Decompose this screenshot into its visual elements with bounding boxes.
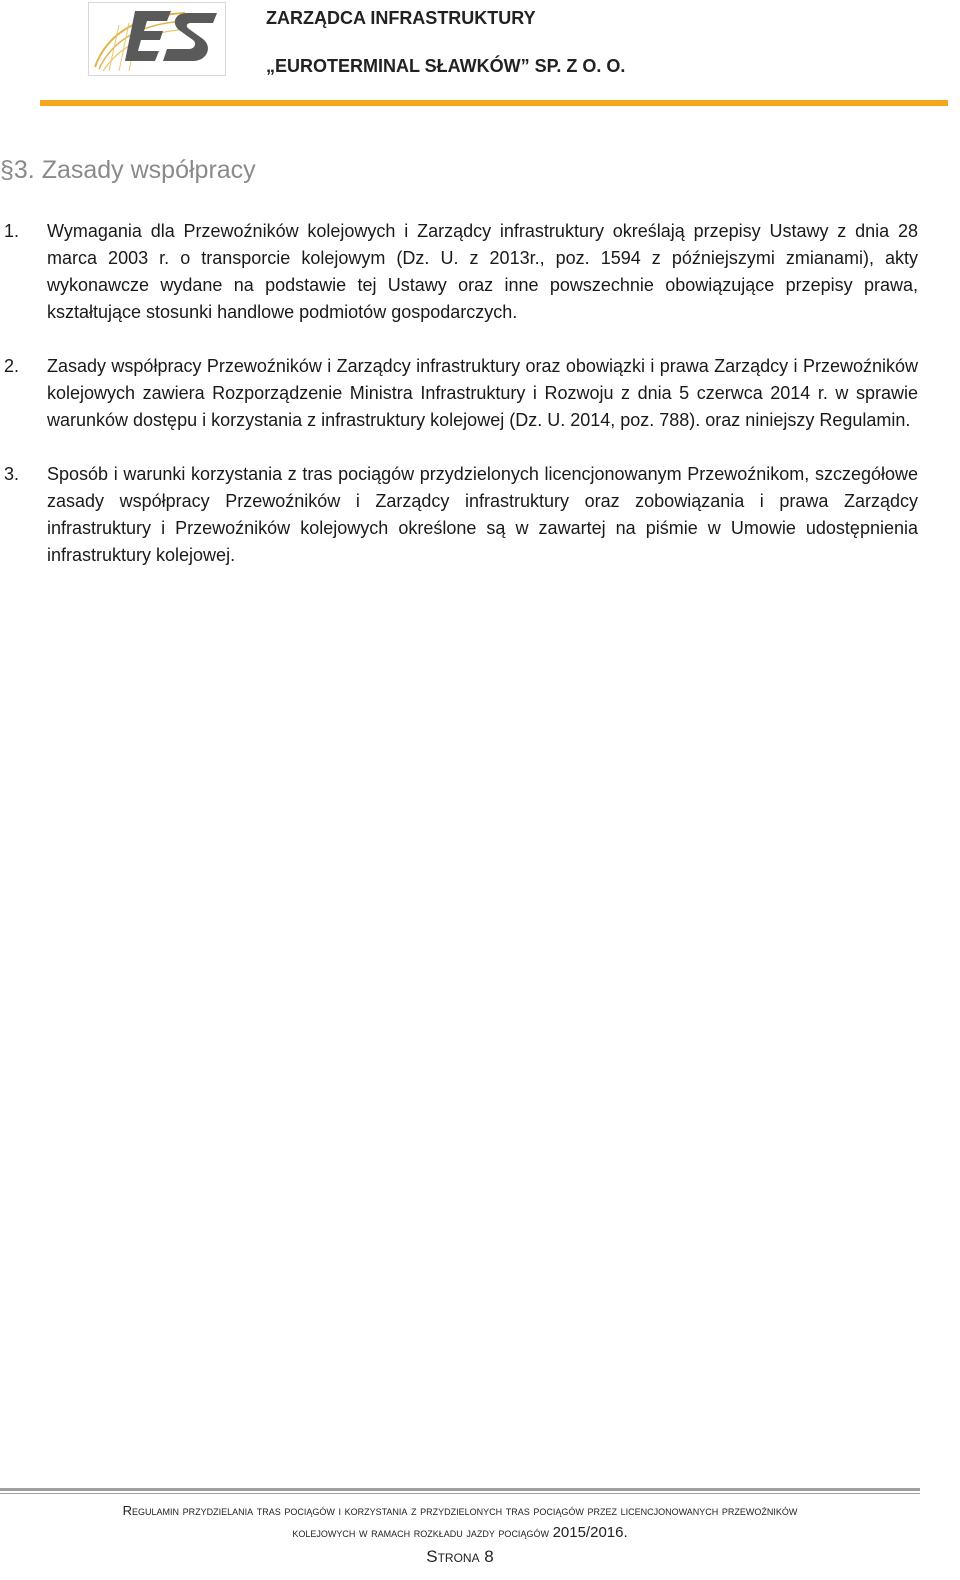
company-name-line1: ZARZĄDCA INFRASTRUKTURY xyxy=(266,8,536,28)
footer-year: 2015/2016. xyxy=(552,1524,628,1541)
header-divider xyxy=(40,100,948,106)
list-item xyxy=(0,461,918,569)
item-text: Zasady współpracy Przewoźników i Zarządcy infrastruktury oraz obowiązki i prawa Zarządcy i Przewoźników kolejowych zawiera Rozporządzenie Ministra Infrastruktury i Rozwoju z dnia 5 czerwca 2014 r. w sprawie warunków dostępu i korzystania z infrastruktury kolejowej (Dz. U. 2014, poz. 788). oraz niniejszy Regulamin. xyxy=(47,356,918,430)
item-number: 2. xyxy=(4,356,20,376)
footer-subtitle-text: kolejowych w ramach rozkładu jazdy pociągów xyxy=(292,1525,549,1540)
footer-document-title: Regulamin przydzielania tras pociągów i korzystania z przydzielonych tras pociągów przez licencjonowanych przewoźników xyxy=(122,1503,798,1518)
item-number: 1. xyxy=(4,221,20,241)
item-text: Sposób i warunki korzystania z tras pociągów przydzielonych licencjonowanym Przewoźnikom, szczegółowe zasady współpracy Przewoźników i Zarządcy infrastruktury oraz zobowiązania i prawa Zarządcy infrastruktury i Przewoźników kolejowych określone są w zawartej na piśmie w Umowie udostępnienia infrastruktury kolejowej. xyxy=(47,464,918,565)
section-title: §3. Zasady współpracy xyxy=(0,156,256,184)
list-item xyxy=(0,218,918,326)
logo-mark-icon xyxy=(89,3,225,75)
company-name-line2: „EUROTERMINAL SŁAWKÓW” SP. Z O. O. xyxy=(266,56,626,76)
list-item xyxy=(0,353,918,434)
footer-document-subtitle xyxy=(0,1524,920,1541)
footer-divider-thin xyxy=(0,1493,920,1494)
page-number: Strona 8 xyxy=(426,1547,494,1566)
numbered-list xyxy=(0,218,918,596)
footer-divider xyxy=(0,1488,920,1491)
company-logo xyxy=(88,2,226,76)
item-number: 3. xyxy=(4,464,20,484)
page-header xyxy=(0,0,960,110)
item-text: Wymagania dla Przewoźników kolejowych i Zarządcy infrastruktury określają przepisy Ustawy z dnia 28 marca 2003 r. o transporcie kolejowym (Dz. U. z 2013r., poz. 1594 z późniejszymi zmianami), akty wykonawcze wydane na podstawie tej Ustawy oraz inne powszechnie obowiązujące przepisy prawa, kształtujące stosunki handlowe podmiotów gospodarczych. xyxy=(47,221,918,322)
